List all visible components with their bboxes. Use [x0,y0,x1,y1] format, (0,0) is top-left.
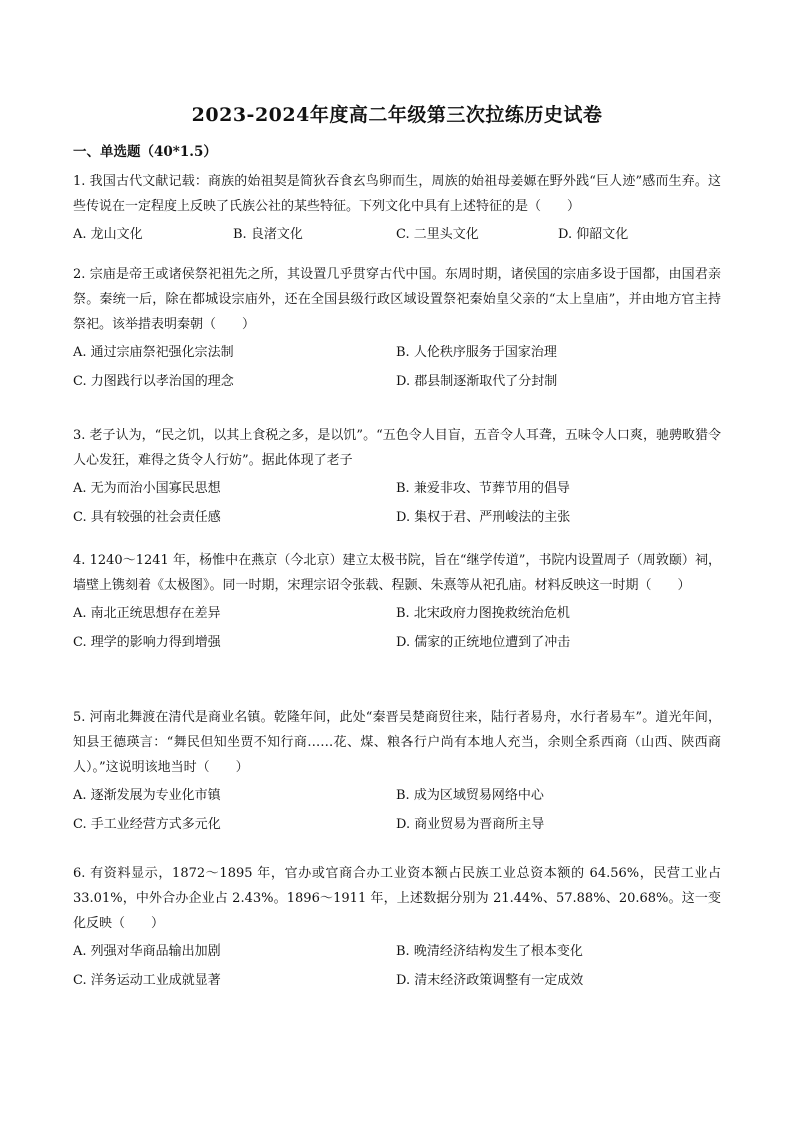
question-5 [73,705,721,838]
option-a: A. 通过宗庙祭祀强化宗法制 [73,345,234,360]
question-2 [73,262,721,395]
option-b: B. 晚清经济结构发生了根本变化 [396,944,583,959]
option-d: D. 仰韶文化 [558,227,629,242]
options-row [73,502,721,531]
question-4 [73,548,721,656]
option-b: B. 成为区域贸易网络中心 [396,788,544,803]
question-1 [73,169,721,249]
options-row [73,219,721,249]
option-a: A. 无为而治小国寡民思想 [73,481,221,496]
option-c: C. 具有较强的社会责任感 [73,510,221,525]
options-row [73,366,721,395]
option-c: C. 理学的影响力得到增强 [73,635,221,650]
option-b: B. 北宋政府力图挽救统治危机 [396,606,570,621]
question-stem: 3. 老子认为，“民之饥，以其上食税之多，是以饥”。“五色令人目盲，五音令人耳聋，五味令人口爽，驰骋畋猎令人心发狂，难得之货令人行妨”。据此体现了老子 [73,428,721,468]
options-row [73,809,721,838]
options-row [73,598,721,627]
option-a: A. 南北正统思想存在差异 [73,606,221,621]
question-stem: 2. 宗庙是帝王或诸侯祭祀祖先之所，其设置几乎贯穿古代中国。东周时期，诸侯国的宗庙多设于国都，由国君亲祭。秦统一后，除在都城设宗庙外，还在全国县级行政区域设置祭祀秦始皇父亲的“太上皇庙”，并由地方官主持祭祀。该举措表明秦朝（ ） [73,267,721,332]
question-3 [73,423,721,531]
question-stem: 4. 1240～1241 年，杨惟中在燕京（今北京）建立太极书院，旨在“继学传道”，书院内设置周子（周敦颐）祠，墙壁上镌刻着《太极图》。同一时期，宋理宗诏令张载、程颢、朱熹等从祀孔庙。材料反映这一时期（ ） [73,553,721,593]
option-c: C. 力图践行以孝治国的理念 [73,374,234,389]
option-d: D. 清末经济政策调整有一定成效 [396,973,584,988]
option-a: A. 逐渐发展为专业化市镇 [73,788,221,803]
option-c: C. 洋务运动工业成就显著 [73,973,221,988]
question-stem: 5. 河南北舞渡在清代是商业名镇。乾隆年间，此处“秦晋吴楚商贸往来，陆行者易舟，水行者易车”。道光年间，知县王德瑛言：“舞民但知坐贾不知行商……花、煤、粮各行户尚有本地人充当，余则全系西商（山西、陕西商人）。”这说明该地当时（ ） [73,710,721,775]
options-row [73,936,721,965]
option-c: C. 手工业经营方式多元化 [73,817,221,832]
option-b: B. 兼爱非攻、节葬节用的倡导 [396,481,570,496]
options-row [73,965,721,994]
page-title: 2023-2024年度高二年级第三次拉练历史试卷 [191,104,603,126]
section-heading: 一、单选题（40*1.5） [73,144,217,160]
question-6 [73,861,721,994]
options-row [73,780,721,809]
options-row [73,337,721,366]
question-stem: 1. 我国古代文献记载：商族的始祖契是简狄吞食玄鸟卵而生，周族的始祖母姜嫄在野外践“巨人迹”感而生弃。这些传说在一定程度上反映了氏族公社的某些特征。下列文化中具有上述特征的是（ ） [73,174,721,214]
option-d: D. 儒家的正统地位遭到了冲击 [396,635,571,650]
option-a: A. 列强对华商品输出加剧 [73,944,221,959]
option-c: C. 二里头文化 [396,227,479,242]
option-d: D. 集权于君、严刑峻法的主张 [396,510,571,525]
question-stem: 6. 有资料显示，1872～1895 年，官办或官商合办工业资本额占民族工业总资本额的 64.56%，民营工业占33.01%，中外合办企业占 2.43%。1896～1911 年，上述数据分别为 21.44%、57.88%、20.68%。这一变化反映（ ） [73,866,721,931]
option-a: A. 龙山文化 [73,227,143,242]
options-row [73,627,721,656]
options-row [73,473,721,502]
option-b: B. 良渚文化 [233,227,303,242]
option-d: D. 商业贸易为晋商所主导 [396,817,545,832]
option-d: D. 郡县制逐渐取代了分封制 [396,374,558,389]
option-b: B. 人伦秩序服务于国家治理 [396,345,557,360]
